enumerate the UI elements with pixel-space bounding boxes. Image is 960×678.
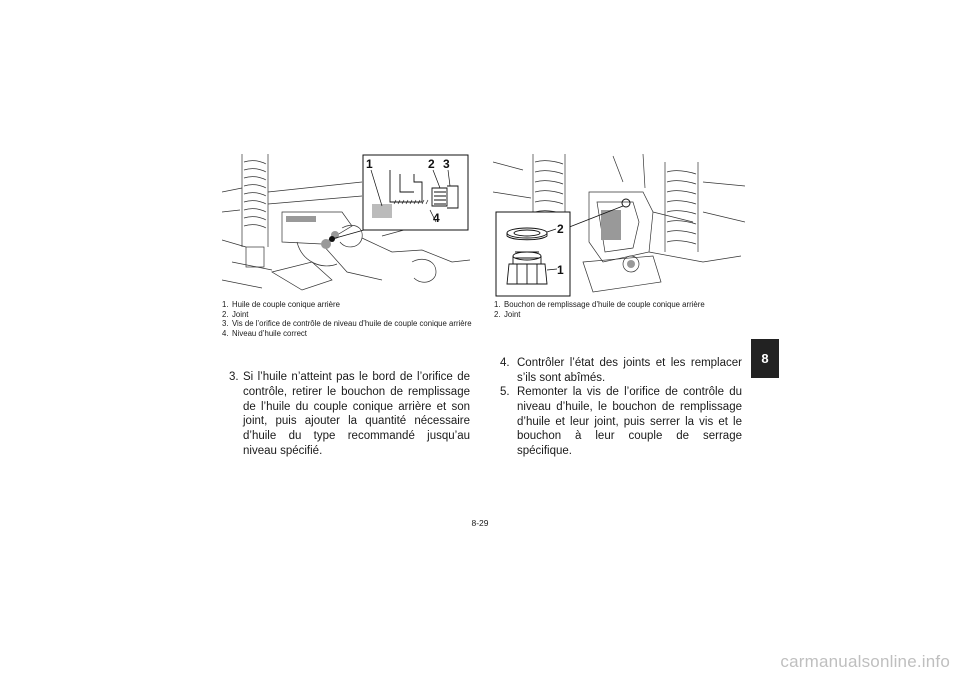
callout-2: 2 [428,157,435,171]
caption-number: 2. [222,309,229,319]
caption-item [222,319,472,329]
figure-rear-final-gear-filler-bolt [493,152,745,298]
step-text: Contrôler l’état des joints et les remplacer s’ils sont abîmés. [517,357,742,384]
callout-4: 4 [433,211,440,225]
oil-level-shading [372,204,392,218]
figure-left-caption [222,300,472,338]
caption-text: Joint [504,309,521,319]
caption-item [222,329,472,339]
caption-number: 4. [222,328,229,338]
caption-text: Bouchon de remplissage d’huile de couple conique arrière [504,300,705,309]
instruction-step-5 [500,385,742,459]
callout-3: 3 [443,157,450,171]
step-text: Remonter la vis de l’orifice de contrôle du niveau d’huile, le bouchon de remplissage d’huile et leur joint, puis serrer la vis et le bouchon à leur couple de serrage spécifique. [517,386,742,458]
figure-right-illustration [493,152,745,298]
step-text: Si l’huile n’atteint pas le bord de l’orifice de contrôle, retirer le bouchon de remplissage de l’huile du couple conique arrière et son joint, puis ajouter la quantité nécessaire d’huile du type recommandé jusqu’au niveau spécifié. [243,371,470,457]
caption-text: Joint [232,309,249,319]
caption-number: 3. [222,319,229,329]
caption-text: Vis de l’orifice de contrôle de niveau d’huile de couple conique arrière [232,319,472,329]
instruction-step-4 [500,356,742,386]
caption-number: 1. [222,300,229,309]
watermark: carmanualsonline.info [780,652,950,671]
caption-text: Niveau d’huile correct [232,328,307,338]
caption-item [222,300,472,310]
step-number: 5. [500,386,510,398]
caption-item [494,310,749,320]
step-number: 4. [500,357,510,369]
caption-number: 1. [494,300,501,309]
caption-text: Huile de couple conique arrière [232,300,340,309]
filler-bolt-marker [622,199,630,207]
step-number: 3. [229,371,239,383]
callout-1: 1 [366,157,373,171]
page-number: 8-29 [471,518,489,528]
chapter-tab: 8 [751,339,779,378]
figure-right-caption [494,300,749,319]
instruction-step-3 [229,370,470,459]
caption-item [222,310,472,320]
callout-1: 1 [557,263,564,277]
inset-frame [363,155,468,230]
shading [286,216,339,249]
callout-2: 2 [557,222,564,236]
figure-left-illustration [222,152,470,295]
caption-item [494,300,749,310]
caption-number: 2. [494,309,501,319]
figure-rear-final-gear-oil-level [222,152,470,295]
